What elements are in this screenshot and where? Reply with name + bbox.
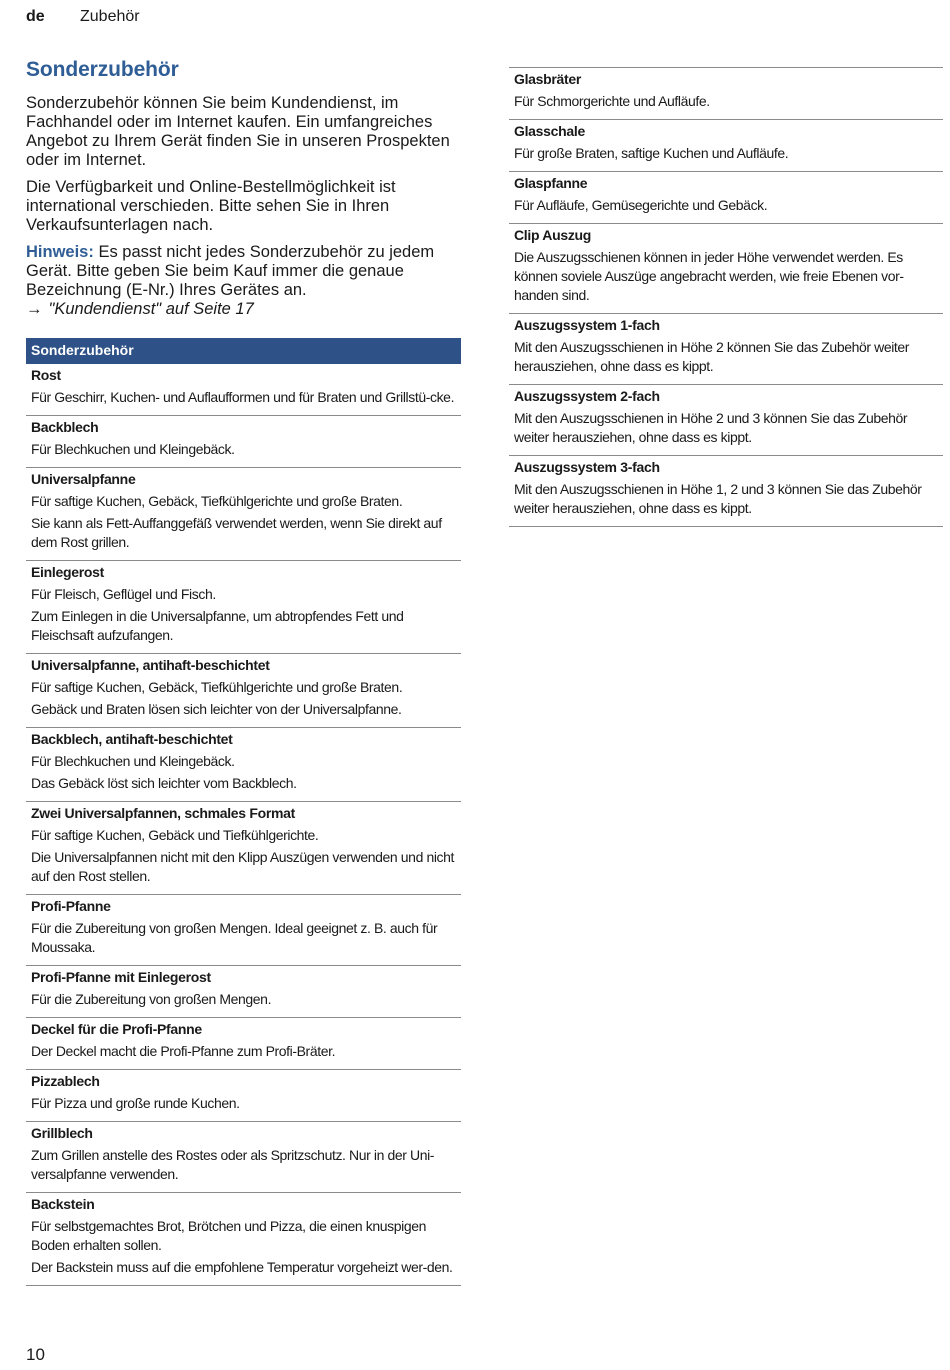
item-description: Für Blechkuchen und Kleingebäck.	[31, 753, 235, 769]
item-name: Auszugssystem 2-fach	[514, 388, 660, 404]
table-row	[509, 314, 943, 385]
item-name: Backblech, antihaft-beschichtet	[31, 731, 233, 747]
table-row	[26, 966, 461, 1018]
item-name: Glasbräter	[514, 71, 582, 87]
cross-reference-link[interactable]	[26, 300, 461, 319]
table-row	[26, 1193, 461, 1286]
item-description: Das Gebäck löst sich leichter vom Backblech.	[31, 775, 297, 791]
item-name: Profi-Pfanne mit Einlegerost	[31, 969, 211, 985]
item-name: Zwei Universalpfannen, schmales Format	[31, 805, 296, 821]
chapter-title: Zubehör	[80, 8, 140, 25]
item-name: Auszugssystem 1-fach	[514, 317, 660, 333]
item-name: Glaspfanne	[514, 175, 588, 191]
table-row	[509, 385, 943, 456]
item-name: Grillblech	[31, 1125, 93, 1141]
right-column	[509, 67, 943, 527]
item-description: Für Aufläufe, Gemüsegerichte und Gebäck.	[514, 197, 768, 213]
item-name: Auszugssystem 3-fach	[514, 459, 660, 475]
item-description: Für Schmorgerichte und Aufläufe.	[514, 93, 710, 109]
hint-label: Hinweis:	[26, 243, 94, 261]
item-name: Backstein	[31, 1196, 95, 1212]
item-name: Rost	[31, 367, 61, 383]
page-number: 10	[26, 1345, 45, 1364]
hint-paragraph	[26, 243, 461, 319]
intro-text	[26, 94, 461, 319]
page-header	[26, 8, 140, 26]
hint-text: Es passt nicht jedes Sonderzubehör zu jedem Gerät. Bitte geben Sie beim Kauf immer die genaue Bezeichnung (E-Nr.) Ihres Gerätes an.	[26, 243, 435, 299]
item-description: Für Fleisch, Geflügel und Fisch.	[31, 586, 216, 602]
table-row	[26, 1122, 461, 1193]
table-row	[26, 1070, 461, 1122]
item-description: Zum Einlegen in die Universalpfanne, um abtropfendes Fett und Fleischsaft aufzufangen.	[31, 608, 404, 643]
item-description: Der Deckel macht die Profi-Pfanne zum Profi-Bräter.	[31, 1043, 336, 1059]
item-description: Die Auszugsschienen können in jeder Höhe verwendet werden. Es können soviele Auszüge angebracht werden, wie freie Ebenen vor-handen sind.	[514, 249, 904, 303]
table-row	[26, 364, 461, 416]
table-row	[26, 895, 461, 966]
table-header: Sonderzubehör	[26, 338, 461, 364]
item-description: Zum Grillen anstelle des Rostes oder als Spritzschutz. Nur in der Uni-versalpfanne verwenden.	[31, 1147, 435, 1182]
item-description: Für große Braten, saftige Kuchen und Aufläufe.	[514, 145, 789, 161]
language-code: de	[26, 8, 45, 25]
item-name: Universalpfanne, antihaft-beschichtet	[31, 657, 270, 673]
section-title: Sonderzubehör	[26, 58, 179, 81]
item-description: Sie kann als Fett-Auffanggefäß verwendet werden, wenn Sie direkt auf dem Rost grillen.	[31, 515, 442, 550]
item-name: Clip Auszug	[514, 227, 592, 243]
table-row	[26, 416, 461, 468]
item-name: Einlegerost	[31, 564, 104, 580]
item-name: Backblech	[31, 419, 99, 435]
item-description: Für die Zubereitung von großen Mengen.	[31, 991, 272, 1007]
item-description: Für saftige Kuchen, Gebäck und Tiefkühlgerichte.	[31, 827, 319, 843]
table-row	[26, 561, 461, 654]
cross-reference-text: "Kundendienst" auf Seite 17	[48, 300, 254, 318]
item-name: Deckel für die Profi-Pfanne	[31, 1021, 202, 1037]
table-row	[26, 728, 461, 802]
table-row	[26, 1018, 461, 1070]
item-description: Gebäck und Braten lösen sich leichter von der Universalpfanne.	[31, 701, 402, 717]
item-description: Für Geschirr, Kuchen- und Auflaufformen und für Braten und Grillstü-cke.	[31, 389, 455, 405]
table-body-right	[509, 67, 943, 527]
table-row	[26, 802, 461, 895]
item-description: Der Backstein muss auf die empfohlene Temperatur vorgeheizt wer-den.	[31, 1259, 453, 1275]
item-name: Profi-Pfanne	[31, 898, 111, 914]
item-description: Mit den Auszugsschienen in Höhe 1, 2 und 3 können Sie das Zubehör weiter herausziehen, ohne dass es kippt.	[514, 481, 922, 516]
table-row	[509, 67, 943, 120]
item-description: Mit den Auszugsschienen in Höhe 2 können Sie das Zubehör weiter herausziehen, ohne dass es kippt.	[514, 339, 910, 374]
item-description: Für saftige Kuchen, Gebäck, Tiefkühlgerichte und große Braten.	[31, 679, 403, 695]
item-description: Für saftige Kuchen, Gebäck, Tiefkühlgerichte und große Braten.	[31, 493, 403, 509]
arrow-right-icon: →	[26, 300, 43, 318]
item-description: Für Pizza und große runde Kuchen.	[31, 1095, 240, 1111]
item-description: Für selbstgemachtes Brot, Brötchen und Pizza, die einen knuspigen Boden erhalten sollen.	[31, 1218, 427, 1253]
intro-paragraph-1: Sonderzubehör können Sie beim Kundendienst, im Fachhandel oder im Internet kaufen. Ein umfangreiches Angebot zu Ihrem Gerät finden Sie in unseren Prospekten oder im Internet.	[26, 94, 450, 169]
table-row	[26, 468, 461, 561]
intro-paragraph-2: Die Verfügbarkeit und Online-Bestellmöglichkeit ist international verschieden. Bitte sehen Sie in Ihren Verkaufsunterlagen nach.	[26, 178, 396, 234]
left-column	[26, 58, 461, 1286]
item-description: Die Universalpfannen nicht mit den Klipp Auszügen verwenden und nicht auf den Rost stellen.	[31, 849, 455, 884]
table-body-left	[26, 364, 461, 1286]
item-name: Universalpfanne	[31, 471, 136, 487]
item-name: Pizzablech	[31, 1073, 100, 1089]
item-description: Für Blechkuchen und Kleingebäck.	[31, 441, 235, 457]
item-description: Für die Zubereitung von großen Mengen. Ideal geeignet z. B. auch für Moussaka.	[31, 920, 438, 955]
table-row	[509, 224, 943, 314]
table-row	[509, 120, 943, 172]
table-row	[509, 172, 943, 224]
item-description: Mit den Auszugsschienen in Höhe 2 und 3 können Sie das Zubehör weiter herausziehen, ohne dass es kippt.	[514, 410, 908, 445]
table-row	[26, 654, 461, 728]
table-row	[509, 456, 943, 527]
item-name: Glasschale	[514, 123, 585, 139]
accessories-table	[26, 338, 461, 1286]
